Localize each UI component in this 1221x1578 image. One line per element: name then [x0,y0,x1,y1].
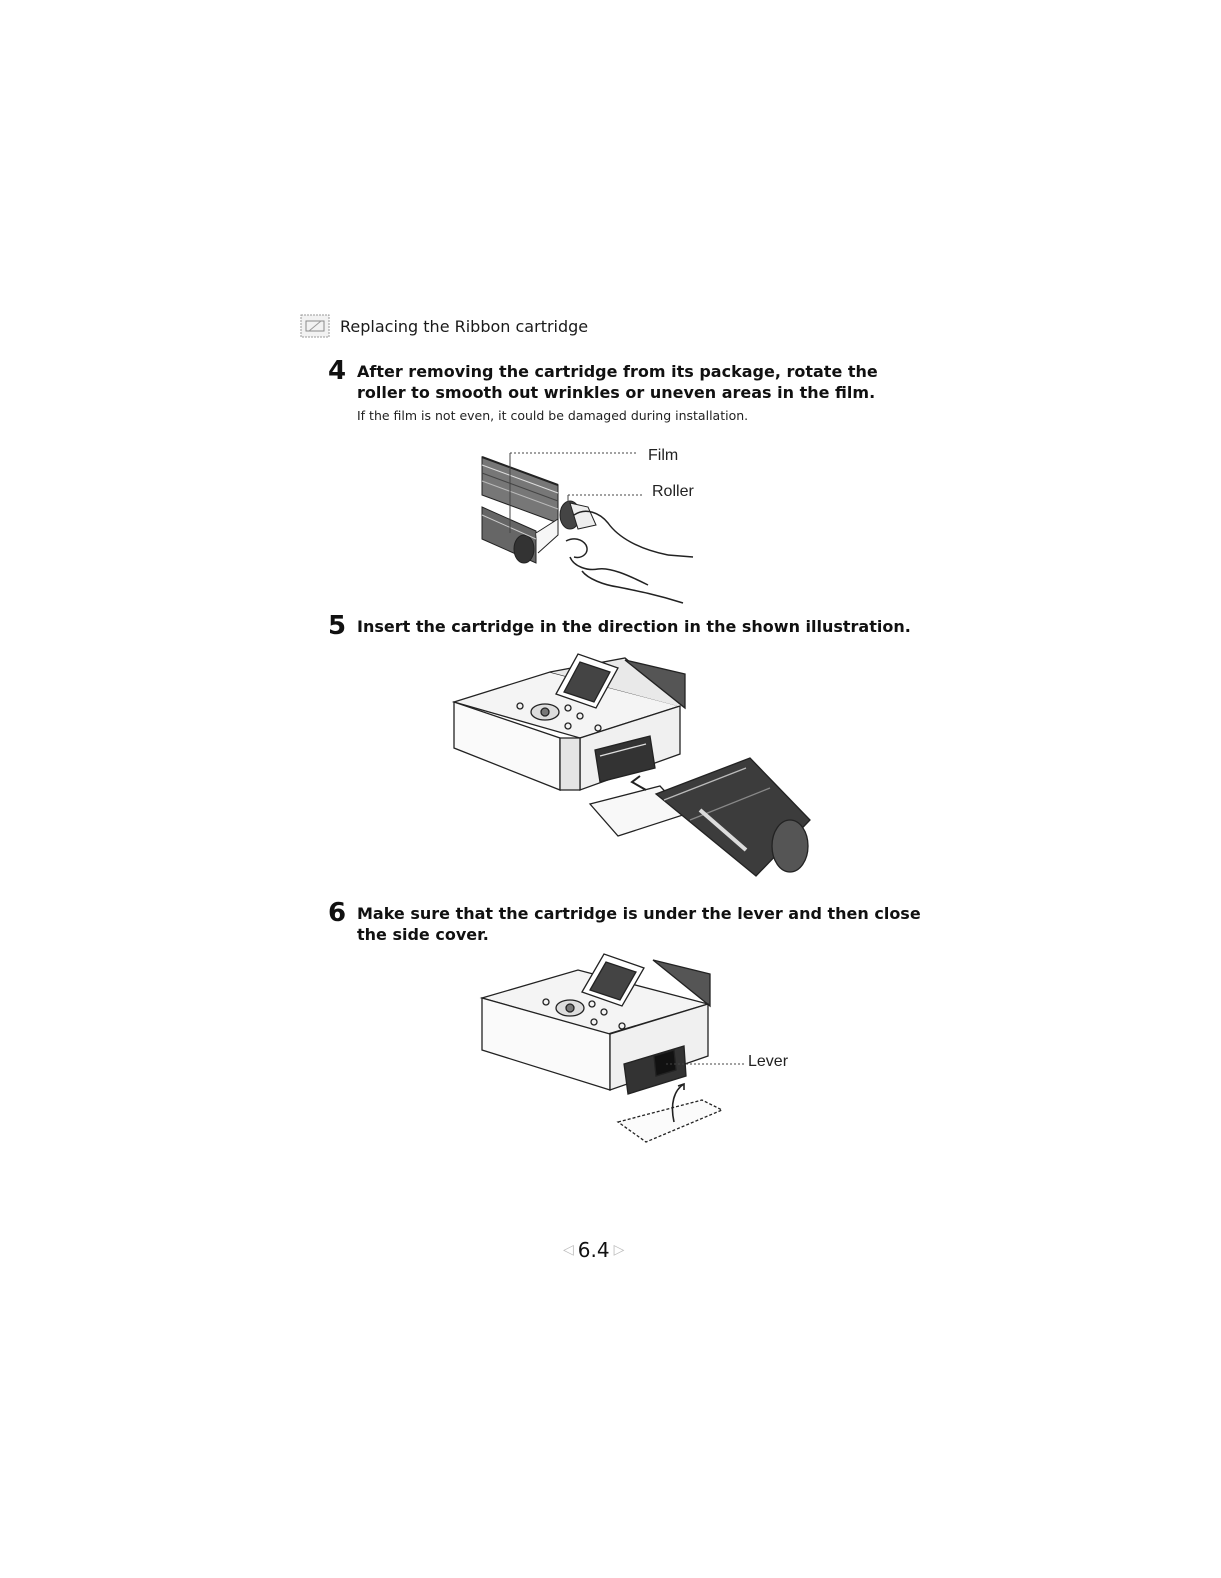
step-heading [357,361,878,403]
step-body [357,900,921,945]
page-number: 6.4 [577,1238,610,1262]
film-callout: Film [648,447,679,464]
printer-lever-illustration [478,952,748,1152]
next-page-arrow-icon[interactable]: ▷ [613,1242,625,1258]
step-heading-line2: the side cover. [357,925,489,944]
prev-page-arrow-icon[interactable]: ◁ [563,1242,574,1258]
step-heading [357,616,911,637]
step-number: 5 [328,611,347,641]
step-heading-line1: Make sure that the cartridge is under the lever and then close [357,904,921,923]
printer-insert-illustration [450,650,822,890]
lever-callout: Lever [748,1053,789,1070]
step-5 [328,613,911,639]
step-heading-line2: roller to smooth out wrinkles or uneven areas in the film. [357,383,876,402]
step-body [357,613,911,637]
step-body [357,358,878,423]
step-note: If the film is not even, it could be damaged during installation. [357,408,749,423]
step-heading-line1: Insert the cartridge in the direction in the shown illustration. [357,617,911,636]
cartridge-roller-illustration [478,445,718,614]
printer-cartridge-icon [300,314,330,338]
roller-callout: Roller [652,483,694,500]
step-heading-line1: After removing the cartridge from its package, rotate the [357,362,878,381]
step-4 [328,358,878,423]
page-footer [563,1238,624,1262]
step-number: 6 [328,898,347,928]
step-number: 4 [328,356,347,386]
section-title: Replacing the Ribbon cartridge [340,316,589,336]
step-6 [328,900,921,945]
section-header [300,314,588,338]
step-heading [357,903,921,945]
